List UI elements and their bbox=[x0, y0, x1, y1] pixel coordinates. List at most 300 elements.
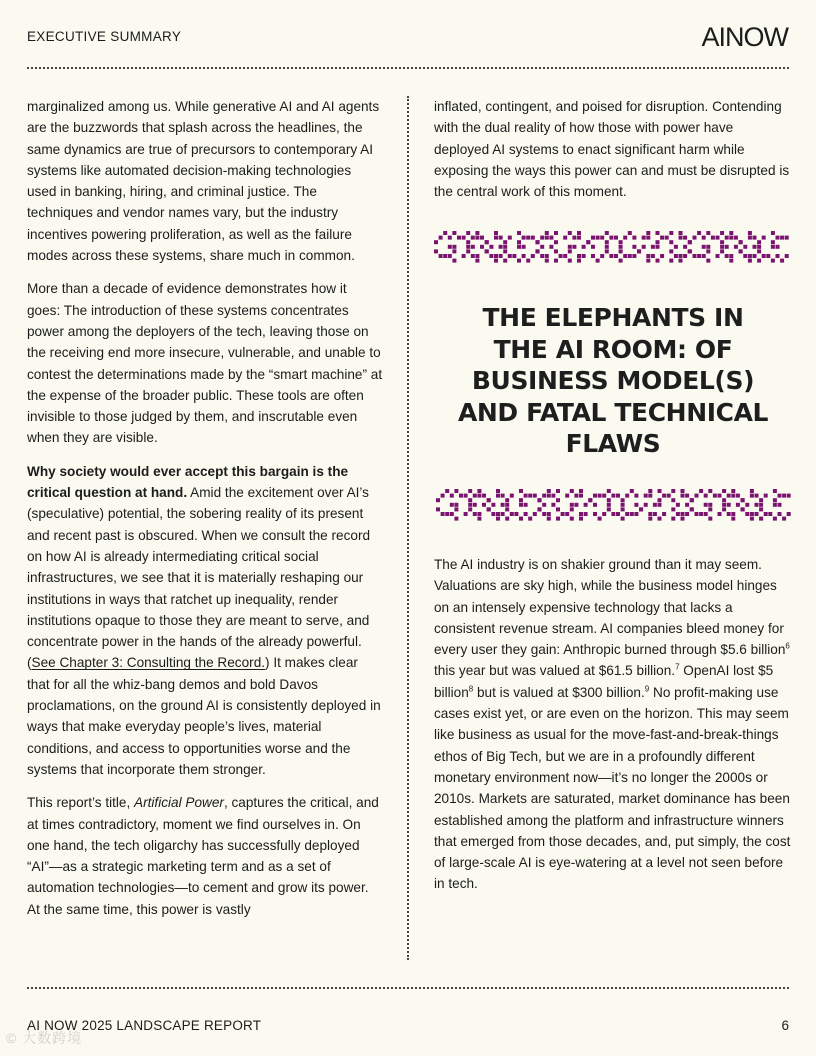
pattern-pixel bbox=[634, 512, 638, 516]
pattern-pixel bbox=[621, 498, 625, 502]
footnote-8[interactable]: 8 bbox=[468, 684, 474, 694]
pattern-pixel bbox=[667, 494, 671, 498]
pattern-pixel bbox=[487, 507, 491, 511]
pattern-pixel bbox=[731, 494, 735, 498]
footnote-6[interactable]: 6 bbox=[785, 641, 790, 651]
pattern-pixel bbox=[466, 231, 470, 235]
pattern-pixel bbox=[496, 489, 500, 493]
pattern-pixel bbox=[780, 259, 784, 263]
pattern-pixel bbox=[706, 259, 710, 263]
pattern-pixel bbox=[605, 240, 609, 244]
report-title-emphasis: Artificial Power bbox=[134, 795, 224, 811]
pattern-pixel bbox=[584, 512, 588, 516]
pattern-pixel bbox=[505, 498, 509, 502]
pattern-pixel bbox=[547, 489, 551, 493]
pattern-pixel bbox=[485, 240, 489, 244]
pattern-pixel bbox=[757, 240, 761, 244]
pattern-pixel bbox=[731, 517, 735, 521]
pattern-pixel bbox=[750, 489, 754, 493]
pattern-pixel bbox=[681, 489, 685, 493]
pattern-pixel bbox=[600, 236, 604, 240]
pattern-pixel bbox=[436, 498, 440, 502]
pattern-pixel bbox=[517, 259, 521, 263]
pattern-pixel bbox=[605, 249, 609, 253]
pattern-pixel bbox=[524, 494, 528, 498]
pattern-pixel bbox=[722, 503, 726, 507]
pattern-pixel bbox=[718, 512, 722, 516]
paragraph-text: OpenAI lost $5 billion bbox=[434, 663, 774, 700]
pattern-pixel bbox=[545, 236, 549, 240]
pattern-pixel bbox=[582, 254, 586, 258]
pattern-pixel bbox=[556, 489, 560, 493]
pattern-pixel bbox=[725, 236, 729, 240]
pattern-pixel bbox=[536, 240, 540, 244]
pattern-pixel bbox=[475, 259, 479, 263]
pattern-pixel bbox=[773, 489, 777, 493]
pattern-pixel bbox=[658, 489, 662, 493]
pattern-pixel bbox=[676, 512, 680, 516]
pattern-pixel bbox=[759, 507, 763, 511]
pattern-pixel bbox=[671, 489, 675, 493]
pattern-pixel bbox=[665, 236, 669, 240]
pattern-pixel bbox=[708, 517, 712, 521]
pattern-pixel bbox=[679, 259, 683, 263]
pattern-pixel bbox=[499, 254, 503, 258]
pattern-pixel bbox=[505, 517, 509, 521]
pattern-pixel bbox=[577, 231, 581, 235]
pattern-pixel bbox=[656, 231, 660, 235]
pattern-pixel bbox=[741, 507, 745, 511]
pattern-pixel bbox=[542, 512, 546, 516]
paragraph-text: , captures the critical, and at times contradictory, moment we find ourselves in. On one hand, the tech oligarchy has successfully deployed “AI”—as a strategic marketing term and as a set of automation technologies—to cement and grow its power. At the same time, this power is vastly bbox=[27, 795, 379, 917]
pattern-pixel bbox=[720, 249, 724, 253]
pattern-pixel bbox=[625, 512, 629, 516]
pattern-pixel bbox=[642, 236, 646, 240]
pattern-pixel bbox=[697, 231, 701, 235]
pattern-pixel bbox=[568, 259, 572, 263]
pattern-pixel bbox=[648, 512, 652, 516]
pattern-pixel bbox=[708, 489, 712, 493]
pattern-pixel bbox=[688, 249, 692, 253]
pattern-pixel bbox=[454, 503, 458, 507]
pattern-pixel bbox=[642, 245, 646, 249]
heading-line: THE ELEPHANTS IN bbox=[482, 303, 744, 332]
pattern-pixel bbox=[508, 254, 512, 258]
pattern-pixel bbox=[445, 512, 449, 516]
pattern-pixel bbox=[669, 259, 673, 263]
pattern-pixel bbox=[494, 259, 498, 263]
pattern-pixel bbox=[596, 236, 600, 240]
pattern-pixel bbox=[679, 254, 683, 258]
pattern-pixel bbox=[695, 512, 699, 516]
pattern-pixel bbox=[473, 503, 477, 507]
pattern-pixel bbox=[443, 254, 447, 258]
chapter-3-link[interactable]: See Chapter 3: Consulting the Record. bbox=[31, 655, 266, 671]
pattern-pixel bbox=[586, 240, 590, 244]
pattern-pixel bbox=[454, 507, 458, 511]
pattern-pixel bbox=[593, 512, 597, 516]
pattern-pixel bbox=[482, 494, 486, 498]
pattern-pixel bbox=[542, 494, 546, 498]
pattern-pixel bbox=[713, 494, 717, 498]
decorative-pattern-top bbox=[434, 229, 792, 265]
pattern-pixel bbox=[725, 254, 729, 258]
pattern-pixel bbox=[702, 254, 706, 258]
pattern-pixel bbox=[574, 503, 578, 507]
pattern-pixel bbox=[545, 259, 549, 263]
pattern-pixel bbox=[731, 489, 735, 493]
pattern-pixel bbox=[773, 498, 777, 502]
pattern-pixel bbox=[526, 236, 530, 240]
pattern-pixel bbox=[514, 512, 518, 516]
pattern-pixel bbox=[683, 245, 687, 249]
right-paragraph-2 bbox=[434, 554, 792, 895]
pattern-pixel bbox=[741, 498, 745, 502]
pattern-pixel bbox=[748, 236, 752, 240]
left-paragraph-2: More than a decade of evidence demonstrates how it goes: The introduction of these systems concentrates power among the deployers of the tech, leaving those on the receiving end more insecure, vulnerable, and unable to contest the determinations made by the “smart machine” at the expense of the broader public. These tools are often invisible to those judged by them, and inscrutable even when they are visible. bbox=[27, 281, 383, 446]
pattern-pixel bbox=[646, 259, 650, 263]
pattern-pixel bbox=[547, 517, 551, 521]
pattern-pixel bbox=[579, 494, 583, 498]
pattern-pixel bbox=[771, 231, 775, 235]
pattern-pixel bbox=[708, 507, 712, 511]
pattern-pixel bbox=[468, 498, 472, 502]
pattern-pixel bbox=[452, 231, 456, 235]
pattern-pixel bbox=[722, 498, 726, 502]
pattern-pixel bbox=[545, 231, 549, 235]
pattern-pixel bbox=[671, 507, 675, 511]
pattern-pixel bbox=[616, 512, 620, 516]
ai-now-logo bbox=[702, 22, 789, 53]
pattern-pixel bbox=[762, 254, 766, 258]
heading-line: BUSINESS MODEL(S) bbox=[471, 366, 755, 395]
left-column bbox=[27, 96, 383, 932]
pattern-pixel bbox=[759, 498, 763, 502]
pattern-pixel bbox=[634, 494, 638, 498]
pattern-pixel bbox=[716, 236, 720, 240]
pattern-pixel bbox=[609, 236, 613, 240]
pattern-pixel bbox=[614, 254, 618, 258]
section-heading bbox=[434, 302, 792, 460]
pattern-pixel bbox=[637, 249, 641, 253]
pattern-pixel bbox=[658, 498, 662, 502]
pattern-pixel bbox=[480, 245, 484, 249]
pattern-pixel bbox=[559, 254, 563, 258]
pattern-pixel bbox=[743, 245, 747, 249]
pattern-pixel bbox=[540, 236, 544, 240]
pattern-pixel bbox=[491, 512, 495, 516]
pattern-pixel bbox=[499, 245, 503, 249]
footer-report-title: AI NOW 2025 LANDSCAPE REPORT bbox=[27, 1018, 262, 1033]
paragraph-text: but is valued at $300 billion. bbox=[473, 684, 645, 700]
pattern-pixel bbox=[519, 489, 523, 493]
pattern-pixel bbox=[454, 489, 458, 493]
pattern-pixel bbox=[572, 245, 576, 249]
pattern-pixel bbox=[505, 507, 509, 511]
pattern-pixel bbox=[628, 254, 632, 258]
pattern-pixel bbox=[441, 512, 445, 516]
pattern-pixel bbox=[695, 494, 699, 498]
pattern-pixel bbox=[621, 507, 625, 511]
pattern-pixel bbox=[632, 254, 636, 258]
pattern-pixel bbox=[753, 245, 757, 249]
pattern-pixel bbox=[477, 494, 481, 498]
pattern-pixel bbox=[448, 254, 452, 258]
pattern-pixel bbox=[644, 503, 648, 507]
pattern-pixel bbox=[448, 236, 452, 240]
pattern-pixel bbox=[533, 494, 537, 498]
pattern-pixel bbox=[494, 254, 498, 258]
paragraph-text: ) It makes clear that for all the whiz-bang demos and bold Davos proclamations, on the ground AI is consistently deployed in ways that make everyday people’s lives, material conditions, and access to opportunities worse and the systems that incorporate them stronger. bbox=[27, 655, 381, 777]
pattern-pixel bbox=[477, 517, 481, 521]
pattern-pixel bbox=[718, 494, 722, 498]
pattern-pixel bbox=[768, 512, 772, 516]
pattern-pixel bbox=[745, 503, 749, 507]
pattern-pixel bbox=[693, 254, 697, 258]
pattern-pixel bbox=[685, 494, 689, 498]
pattern-pixel bbox=[693, 236, 697, 240]
pattern-pixel bbox=[702, 236, 706, 240]
pattern-pixel bbox=[757, 259, 761, 263]
logo-part-now: NOW bbox=[725, 22, 788, 52]
pattern-pixel bbox=[441, 494, 445, 498]
pattern-pixel bbox=[729, 231, 733, 235]
pattern-pixel bbox=[519, 517, 523, 521]
paragraph-lead: Why society would ever accept this bargain is the critical question at hand. bbox=[27, 463, 349, 501]
pattern-pixel bbox=[711, 236, 715, 240]
pattern-pixel bbox=[632, 236, 636, 240]
column-divider bbox=[407, 96, 409, 960]
pattern-pixel bbox=[736, 494, 740, 498]
pattern-pixel bbox=[727, 512, 731, 516]
pattern-pixel bbox=[706, 249, 710, 253]
pattern-pixel bbox=[593, 494, 597, 498]
pattern-pixel bbox=[468, 489, 472, 493]
pattern-pixel bbox=[681, 494, 685, 498]
pattern-pixel bbox=[473, 494, 477, 498]
pattern-pixel bbox=[771, 240, 775, 244]
pattern-pixel bbox=[750, 512, 754, 516]
pattern-pixel bbox=[482, 503, 486, 507]
pattern-pixel bbox=[554, 240, 558, 244]
pattern-pixel bbox=[570, 517, 574, 521]
pattern-pixel bbox=[648, 494, 652, 498]
pattern-pixel bbox=[759, 503, 763, 507]
pattern-pixel bbox=[565, 494, 569, 498]
pattern-pixel bbox=[658, 503, 662, 507]
pattern-pixel bbox=[577, 236, 581, 240]
pattern-pixel bbox=[782, 494, 786, 498]
pattern-pixel bbox=[616, 494, 620, 498]
pattern-pixel bbox=[501, 503, 505, 507]
pattern-pixel bbox=[563, 254, 567, 258]
pattern-pixel bbox=[549, 245, 553, 249]
pattern-pixel bbox=[679, 236, 683, 240]
pattern-pixel bbox=[757, 249, 761, 253]
pattern-pixel bbox=[443, 231, 447, 235]
pattern-pixel bbox=[452, 245, 456, 249]
pattern-pixel bbox=[517, 245, 521, 249]
pattern-pixel bbox=[501, 512, 505, 516]
pattern-pixel bbox=[503, 240, 507, 244]
pattern-pixel bbox=[621, 517, 625, 521]
pattern-pixel bbox=[561, 512, 565, 516]
pattern-pixel bbox=[611, 494, 615, 498]
watermark: © 大数跨境 bbox=[6, 1030, 83, 1046]
pattern-pixel bbox=[632, 245, 636, 249]
pattern-pixel bbox=[540, 254, 544, 258]
pattern-pixel bbox=[556, 498, 560, 502]
pattern-pixel bbox=[524, 512, 528, 516]
pattern-pixel bbox=[776, 254, 780, 258]
pattern-pixel bbox=[549, 236, 553, 240]
pattern-pixel bbox=[766, 254, 770, 258]
pattern-pixel bbox=[568, 245, 572, 249]
pattern-pixel bbox=[780, 236, 784, 240]
pattern-pixel bbox=[596, 259, 600, 263]
pattern-pixel bbox=[457, 236, 461, 240]
pattern-pixel bbox=[611, 512, 615, 516]
pattern-pixel bbox=[607, 498, 611, 502]
heading-line: AND FATAL TECHNICAL bbox=[457, 397, 769, 427]
pattern-pixel bbox=[545, 254, 549, 258]
pattern-pixel bbox=[734, 245, 738, 249]
pattern-pixel bbox=[671, 517, 675, 521]
pattern-pixel bbox=[538, 498, 542, 502]
pattern-pixel bbox=[690, 498, 694, 502]
pattern-pixel bbox=[683, 236, 687, 240]
pattern-pixel bbox=[674, 245, 678, 249]
pattern-pixel bbox=[466, 245, 470, 249]
pattern-pixel bbox=[778, 494, 782, 498]
pattern-pixel bbox=[547, 512, 551, 516]
pattern-pixel bbox=[517, 231, 521, 235]
pattern-pixel bbox=[656, 240, 660, 244]
pattern-pixel bbox=[785, 254, 789, 258]
right-column-top bbox=[434, 96, 792, 214]
pattern-pixel bbox=[739, 240, 743, 244]
pattern-pixel bbox=[471, 245, 475, 249]
pattern-pixel bbox=[674, 254, 678, 258]
pattern-pixel bbox=[697, 254, 701, 258]
pattern-pixel bbox=[679, 231, 683, 235]
pattern-pixel bbox=[570, 489, 574, 493]
pattern-pixel bbox=[764, 494, 768, 498]
right-paragraph-1: inflated, contingent, and poised for disruption. Contending with the dual reality of how those with power have deployed AI systems to enact significant harm while exposing the ways this power can and must be disrupted is the central work of this moment. bbox=[434, 99, 790, 200]
pattern-pixel bbox=[494, 236, 498, 240]
logo-part-ai: AI bbox=[701, 22, 726, 52]
pattern-pixel bbox=[614, 236, 618, 240]
pattern-pixel bbox=[708, 503, 712, 507]
pattern-pixel bbox=[489, 245, 493, 249]
pattern-pixel bbox=[625, 494, 629, 498]
pattern-pixel bbox=[519, 498, 523, 502]
footnote-9[interactable]: 9 bbox=[644, 684, 650, 694]
left-paragraph-1: marginalized among us. While generative AI and AI agents are the buzzwords that splash across the headlines, the same dynamics are true of precursors to contemporary AI systems like automated decision-making technologies used in banking, hiring, and criminal justice. The techniques and vendor names vary, but the industry incentives powering proliferation, as well as the failure modes across these systems, share much in common. bbox=[27, 99, 380, 264]
pattern-pixel bbox=[503, 259, 507, 263]
pattern-pixel bbox=[660, 254, 664, 258]
pattern-pixel bbox=[551, 494, 555, 498]
pattern-pixel bbox=[475, 231, 479, 235]
pattern-pixel bbox=[630, 489, 634, 493]
pattern-pixel bbox=[551, 503, 555, 507]
pattern-pixel bbox=[491, 503, 495, 507]
pattern-pixel bbox=[750, 517, 754, 521]
pattern-pixel bbox=[450, 494, 454, 498]
pattern-pixel bbox=[593, 503, 597, 507]
pattern-pixel bbox=[605, 231, 609, 235]
pattern-pixel bbox=[706, 245, 710, 249]
pattern-pixel bbox=[653, 503, 657, 507]
pattern-pixel bbox=[669, 249, 673, 253]
pattern-pixel bbox=[503, 245, 507, 249]
pattern-pixel bbox=[688, 240, 692, 244]
pattern-pixel bbox=[771, 245, 775, 249]
pattern-pixel bbox=[762, 236, 766, 240]
pattern-pixel bbox=[473, 512, 477, 516]
pattern-pixel bbox=[477, 512, 481, 516]
pattern-pixel bbox=[656, 245, 660, 249]
pattern-pixel bbox=[755, 512, 759, 516]
pattern-pixel bbox=[716, 254, 720, 258]
pattern-pixel bbox=[681, 512, 685, 516]
pattern-pixel bbox=[753, 236, 757, 240]
pattern-pixel bbox=[522, 236, 526, 240]
pattern-pixel bbox=[577, 254, 581, 258]
pattern-pixel bbox=[778, 503, 782, 507]
pattern-pixel bbox=[547, 494, 551, 498]
paragraph-text: Amid the excitement over AI’s (speculative) potential, the sobering reality of its present and recent past is obscured. When we consult the record on how AI is already intermediating critical social infrastructures, we see that it is materially reshaping our institutions in ways that ratchet up inequality, render institutions opaque to those they are meant to serve, and concentrate power in the hands of the already powerful. ( bbox=[27, 485, 371, 671]
pattern-pixel bbox=[743, 254, 747, 258]
pattern-pixel bbox=[556, 507, 560, 511]
pattern-pixel bbox=[778, 512, 782, 516]
pattern-pixel bbox=[776, 245, 780, 249]
footnote-7[interactable]: 7 bbox=[675, 662, 680, 672]
pattern-pixel bbox=[609, 254, 613, 258]
pattern-pixel bbox=[644, 494, 648, 498]
pattern-pixel bbox=[540, 245, 544, 249]
pattern-pixel bbox=[468, 503, 472, 507]
pattern-pixel bbox=[579, 512, 583, 516]
pattern-pixel bbox=[607, 507, 611, 511]
pattern-pixel bbox=[579, 489, 583, 493]
pattern-pixel bbox=[639, 507, 643, 511]
pattern-pixel bbox=[556, 517, 560, 521]
pattern-pixel bbox=[459, 494, 463, 498]
pattern-pixel bbox=[574, 494, 578, 498]
pattern-pixel bbox=[651, 245, 655, 249]
pattern-pixel bbox=[736, 503, 740, 507]
pattern-pixel bbox=[658, 517, 662, 521]
pattern-pixel bbox=[485, 249, 489, 253]
pattern-pixel bbox=[526, 259, 530, 263]
pattern-pixel bbox=[533, 512, 537, 516]
pattern-pixel bbox=[656, 259, 660, 263]
pattern-pixel bbox=[524, 503, 528, 507]
pattern-pixel bbox=[646, 254, 650, 258]
left-paragraph-4 bbox=[27, 792, 383, 920]
pattern-pixel bbox=[748, 259, 752, 263]
pattern-pixel bbox=[720, 245, 724, 249]
pattern-pixel bbox=[510, 512, 514, 516]
pattern-pixel bbox=[729, 236, 733, 240]
pattern-pixel bbox=[671, 498, 675, 502]
pattern-pixel bbox=[748, 254, 752, 258]
pattern-pixel bbox=[563, 236, 567, 240]
pattern-pixel bbox=[764, 512, 768, 516]
pattern-pixel bbox=[704, 503, 708, 507]
pattern-pixel bbox=[634, 503, 638, 507]
